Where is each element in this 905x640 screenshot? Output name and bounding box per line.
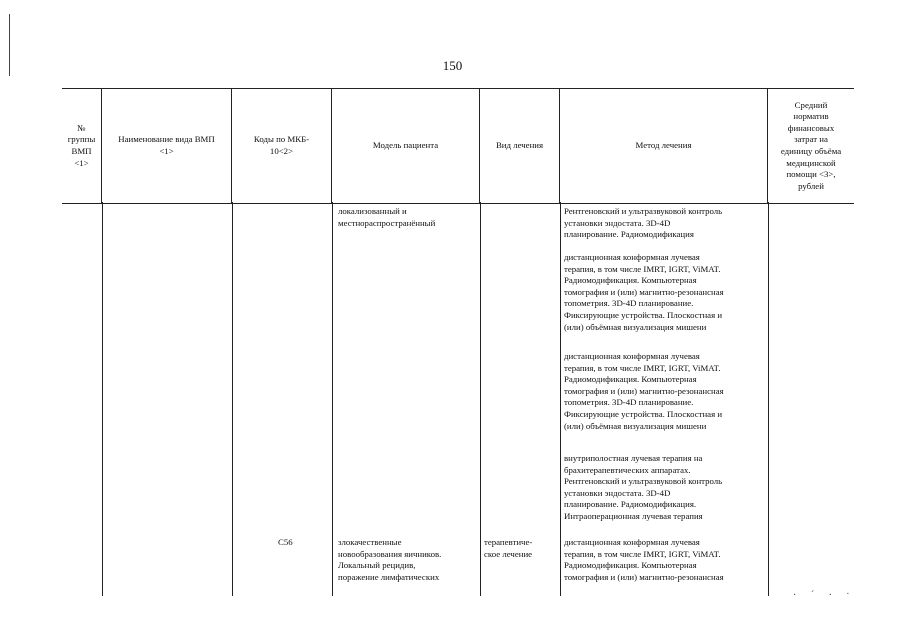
column-divider xyxy=(102,202,103,596)
header-treatment-method: Метод лечения xyxy=(560,89,768,203)
column-divider xyxy=(768,202,769,596)
header-average-cost: Средний норматив финансовых затрат на единицу объёма медицинской помощи <3>, рублей xyxy=(780,99,842,191)
column-divider xyxy=(332,202,333,596)
header-treatment-type: Вид лечения xyxy=(480,89,560,203)
patient-model-cell: локализованный и местнораспространённый xyxy=(338,206,436,228)
scan-marks: · ˊ · ˑ xyxy=(793,590,856,601)
header-vmp-name: Наименование вида ВМП <1> xyxy=(102,89,232,203)
treatment-method-block: дистанционная конформная лучевая терапия, в том числе IMRT, IGRT, ViMAT. Радиомодификация. Компьютерная томография и (или) магнитно-резонансная топометрия. 3D-4D планирование. Фиксирующие устройства. Плоскостная и (или) объёмная визуализация мишени xyxy=(564,351,724,431)
treatment-method-block: дистанционная конформная лучевая терапия, в том числе IMRT, IGRT, ViMAT. Радиомодификация. Компьютерная томография и (или) магнитно-резонансная топометрия. 3D-4D планирование. Фиксирующие устройства. Плоскостная и (или) объёмная визуализация мишени xyxy=(564,252,724,332)
header-icd-codes: Коды по МКБ- 10<2> xyxy=(232,89,332,203)
treatment-method-block: Рентгеновский и ультразвуковой контроль установки эндостата. 3D-4D планирование. Радиомодификация xyxy=(564,206,723,240)
header-group-number: № группы ВМП <1> xyxy=(62,89,102,203)
treatment-type-cell: терапевтиче- ское лечение xyxy=(484,537,533,559)
column-divider xyxy=(232,202,233,596)
column-divider xyxy=(560,202,561,596)
column-divider xyxy=(480,202,481,596)
icd-code-cell: С56 xyxy=(278,537,293,547)
header-patient-model: Модель пациента xyxy=(332,89,480,203)
treatment-method-cell: дистанционная конформная лучевая терапия, в том числе IMRT, IGRT, ViMAT. Радиомодификация. Компьютерная томография и (или) магнитно-резонансная xyxy=(564,537,724,582)
vmp-table xyxy=(62,88,854,204)
patient-model-cell: злокачественные новообразования яичников. Локальный рецидив, поражение лимфатических xyxy=(338,537,442,582)
treatment-method-block: внутриполостная лучевая терапия на брахитерапевтических аппаратах. Рентгеновский и ультразвуковой контроль установки эндостата. 3D-4D планирование. Радиомодификация. Интраоперационная лучевая терапия xyxy=(564,453,723,521)
page-number: 150 xyxy=(442,58,463,73)
table-header-row xyxy=(62,88,854,204)
